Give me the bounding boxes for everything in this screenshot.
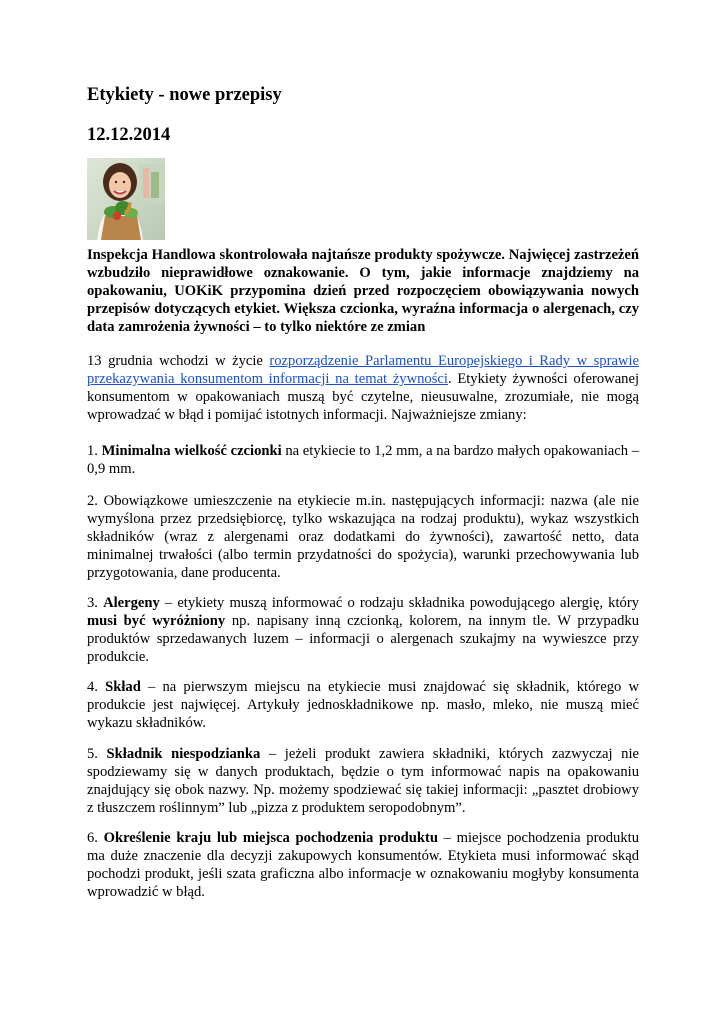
item-text: – etykiety muszą informować o rodzaju składnika powodującego alergię, który bbox=[159, 595, 639, 611]
item-number: 6. bbox=[87, 830, 104, 846]
list-item bbox=[87, 594, 639, 666]
item-heading: Minimalna wielkość czcionki bbox=[101, 443, 282, 459]
list-item bbox=[87, 678, 639, 732]
item-heading: Skład bbox=[105, 679, 141, 695]
item-text: – na pierwszym miejscu na etykiecie musi znajdować się składnik, którego w produkcie jest najwięcej. Artykuły jednoskładnikowe np. masło, mleko, nie muszą mieć wykazu składników. bbox=[87, 679, 639, 731]
item-heading: Składnik niespodzianka bbox=[106, 746, 261, 762]
list-item bbox=[87, 492, 639, 582]
woman-with-vegetables-image bbox=[87, 158, 165, 240]
item-text: np. napisany inną czcionką, kolorem, na innym tle. W przypadku produktów sprzedawanych luzem – informacji o alergenach szukajmy na wywieszce przy produkcie. bbox=[87, 613, 639, 665]
item-emphasis: musi być wyróżniony bbox=[87, 613, 226, 629]
regulation-link[interactable]: rozporządzenie Parlamentu Europejskiego i Rady w sprawie przekazywania konsumentom informacji na temat żywności bbox=[87, 353, 639, 387]
article-date: 12.12.2014 bbox=[87, 125, 171, 145]
item-text: – miejsce pochodzenia produktu ma duże znaczenie dla decyzji zakupowych konsumentów. Etykieta musi informować skąd pochodzi produkt, jeśli szata graficzna albo informacje w oznakowaniu mogłyby konsumenta wprowadzić w błąd. bbox=[87, 830, 640, 900]
item-number: 5. bbox=[87, 746, 107, 762]
item-text: 2. Obowiązkowe umieszczenie na etykiecie m.in. następujących informacji: nazwa (ale nie wymyślona przez przedsiębiorcę, tylko wskazująca na rodzaj produktu), wykaz wszystkich składników (wraz z alergenami oraz dodatkami do żywności), zawartość netto, data minimalnej trwałości (albo termin przydatności do spożycia), warunki przechowywania lub przygotowania, dane producenta. bbox=[87, 493, 639, 581]
item-number: 4. bbox=[87, 679, 106, 695]
intro-text-start: 13 grudnia wchodzi w życie bbox=[87, 353, 270, 369]
article-lead: Inspekcja Handlowa skontrolowała najtańsze produkty spożywcze. Najwięcej zastrzeżeń wzbudziło nieprawidłowe oznakowanie. O tym, jakie informacje znajdziemy na opakowaniu, UOKiK przypomina dzień przed rozpoczęciem obowiązywania nowych przepisów dotyczących etykiet. Większa czcionka, wyraźna informacja o alergenach, czy data zamrożenia żywności – to tylko niektóre ze zmian bbox=[87, 247, 639, 335]
item-heading: Określenie kraju lub miejsca pochodzenia produktu bbox=[103, 830, 438, 846]
article-intro bbox=[87, 352, 639, 424]
article-title: Etykiety - nowe przepisy bbox=[87, 85, 282, 105]
item-heading: Alergeny bbox=[103, 595, 160, 611]
item-text: na etykiecie to 1,2 mm, a na bardzo małych opakowaniach – 0,9 mm. bbox=[87, 443, 639, 477]
list-item bbox=[87, 829, 639, 901]
item-text: – jeżeli produkt zawiera składniki, których zazwyczaj nie spodziewamy się w danych produktach, będzie o tym informować napis na opakowaniu znajdujący się obok nazwy. Np. możemy spodziewać się takiej informacji: „pasztet drobiowy z tłuszczem roślinnym” lub „pizza z produktem seropodobnym”. bbox=[87, 746, 639, 816]
article-photo bbox=[87, 158, 165, 240]
item-number: 3. bbox=[87, 595, 104, 611]
list-item bbox=[87, 745, 639, 817]
item-number: 1. bbox=[87, 443, 102, 459]
list-item bbox=[87, 442, 639, 478]
intro-text-end: . Etykiety żywności oferowanej konsumentom w opakowaniach muszą być czytelne, nieusuwalne, zrozumiałe, nie mogą wprowadzać w błąd i pomijać istotnych informacji. Najważniejsze zmiany: bbox=[87, 371, 639, 423]
